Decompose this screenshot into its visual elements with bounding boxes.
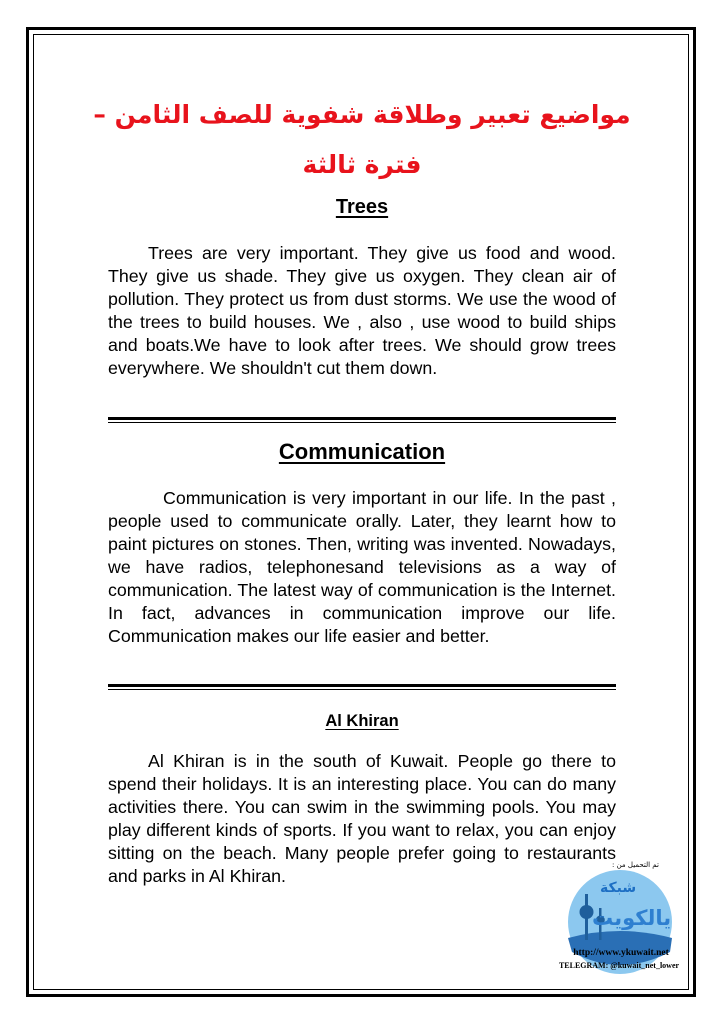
section-body-communication: Communication is very important in our life. In the past , people used to communicate orally. Later, they learnt how to paint pictures on stones. Then, writing was invented. Nowadays, we have radios, telephonesand televisions as a way of communication. The latest way of communication is the Internet. In fact, advances in communication improve our life. Communication makes our life easier and better. [108, 488, 616, 646]
section-heading-al-khiran: Al Khiran [325, 712, 399, 730]
section-divider [108, 684, 616, 690]
section-divider [108, 417, 616, 423]
section-heading-trees: Trees [335, 196, 389, 218]
logo-caption: تم التحميل من : [612, 861, 659, 869]
section-body-trees: Trees are very important. They give us food and wood. They give us shade. They give us oxygen. They clean air of pollution. They protect us from dust storms. We use the wood of the trees to build houses. We , also , use wood to build ships and boats.We have to look after trees. We should grow trees everywhere. We shouldn't cut them down. [108, 243, 616, 378]
section-heading-communication: Communication [278, 439, 446, 464]
logo-telegram: TELEGRAM: @kuwait_net_lower [558, 961, 680, 970]
section-body-al-khiran: Al Khiran is in the south of Kuwait. People go there to spend their holidays. It is an interesting place. You can do many activities there. You can swim in the swimming pools. You may play different kinds of sports. If you want to relax, you can enjoy sitting on the beach. Many people prefer going to restaurants and parks in Al Khiran. [108, 751, 616, 886]
logo-url[interactable]: http://www.ykuwait.net [573, 948, 669, 958]
logo-name: يالكويت [592, 906, 672, 930]
page-title: مواضيع تعبير وطلاقة شفوية للصف الثامن – فترة ثالثة [93, 100, 631, 179]
logo-name-top: شبكة [600, 880, 637, 896]
